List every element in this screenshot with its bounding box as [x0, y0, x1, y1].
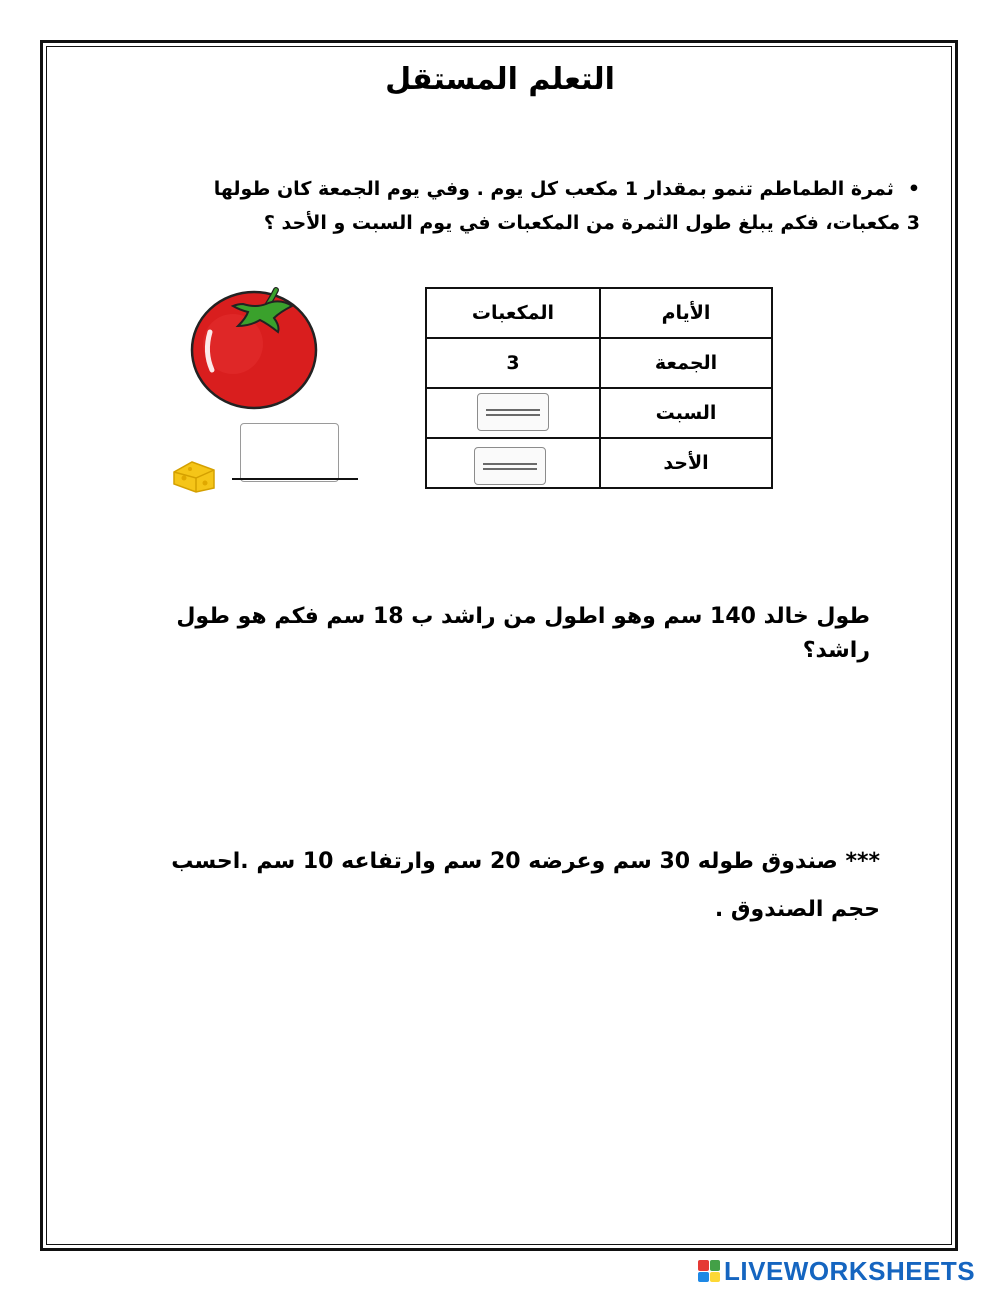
- header-days: الأيام: [661, 302, 711, 324]
- tomato-icon: [188, 282, 323, 412]
- header-cubes: المكعبات: [471, 302, 555, 324]
- liveworksheets-logo-icon: [698, 1260, 720, 1282]
- cheese-cube-icon: [170, 458, 218, 494]
- cubes-table: [425, 287, 773, 489]
- question-1-text: [200, 172, 920, 240]
- day-sunday: الأحد: [663, 452, 709, 474]
- brand-text: LIVEWORKSHEETS: [724, 1255, 976, 1286]
- cubes-sunday-input[interactable]: [474, 447, 546, 485]
- tomato-answer-box[interactable]: [240, 423, 339, 482]
- answer-underline: [232, 478, 358, 480]
- liveworksheets-logo: [698, 1257, 975, 1285]
- cubes-saturday-input[interactable]: [477, 393, 549, 431]
- day-friday: الجمعة: [654, 352, 718, 374]
- question-1-body: ثمرة الطماطم تنمو بمقدار 1 مكعب كل يوم . وفي يوم الجمعة كان طولها 3 مكعبات، فكم يبلغ طول الثمرة من المكعبات في يوم السبت و الأحد ؟: [213, 178, 920, 234]
- bullet: •: [907, 178, 920, 200]
- cubes-friday: 3: [506, 352, 520, 374]
- page-title: التعلم المستقل: [385, 62, 615, 97]
- question-3-text: *** صندوق طوله 30 سم وعرضه 20 سم وارتفاعه 10 سم .احسب حجم الصندوق .: [171, 849, 880, 922]
- day-saturday: السبت: [655, 402, 717, 424]
- question-2-text: طول خالد 140 سم وهو اطول من راشد ب 18 سم فكم هو طول راشد؟: [176, 604, 870, 663]
